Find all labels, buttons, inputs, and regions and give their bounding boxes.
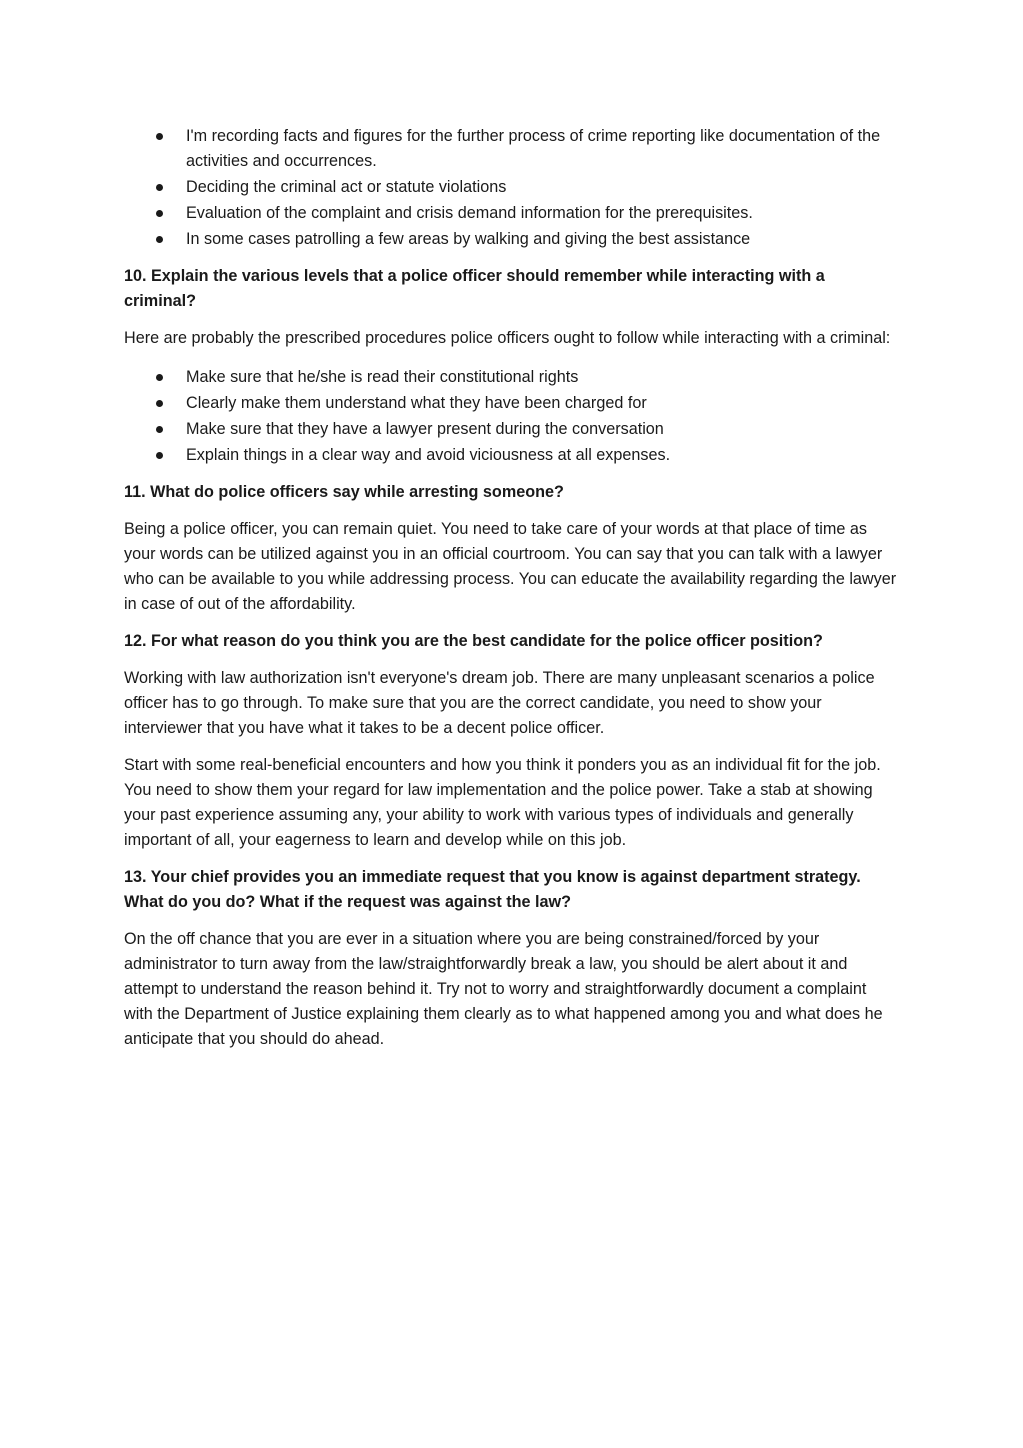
list-item: Make sure that he/she is read their constitutional rights bbox=[124, 365, 899, 390]
q13-paragraph: On the off chance that you are ever in a situation where you are being constrained/forced by your administrator to turn away from the law/straightforwardly break a law, you should be alert about it and attempt to understand the reason behind it. Try not to worry and straightforwardly document a complaint with the Department of Justice explaining them clearly as to what happened among you and what does he anticipate that you should do ahead. bbox=[124, 930, 883, 1048]
q13-heading: 13. Your chief provides you an immediate request that you know is against department strategy. What do you do? What if the request was against the law? bbox=[124, 868, 861, 911]
list-item: I'm recording facts and figures for the further process of crime reporting like documentation of the activities and occurrences. bbox=[124, 124, 899, 174]
bullet-icon bbox=[156, 400, 163, 407]
bullet-icon bbox=[156, 236, 163, 243]
list-item: Explain things in a clear way and avoid viciousness at all expenses. bbox=[124, 443, 899, 468]
q10-intro: Here are probably the prescribed procedures police officers ought to follow while interacting with a criminal: bbox=[124, 329, 891, 347]
q12-paragraph-2: Start with some real-beneficial encounters and how you think it ponders you as an individual fit for the job. You need to show them your regard for law implementation and the police power. Take a stab at showing your past experience assuming any, your ability to work with various types of individuals and generally important of all, your eagerness to learn and develop while on this job. bbox=[124, 756, 881, 849]
list-item: In some cases patrolling a few areas by walking and giving the best assistance bbox=[124, 227, 899, 252]
document-page bbox=[124, 124, 899, 1064]
q10-heading: 10. Explain the various levels that a police officer should remember while interacting with a criminal? bbox=[124, 267, 825, 310]
bullet-icon bbox=[156, 374, 163, 381]
list-item: Make sure that they have a lawyer present during the conversation bbox=[124, 417, 899, 442]
list-item: Evaluation of the complaint and crisis demand information for the prerequisites. bbox=[124, 201, 899, 226]
q10-bullet-list bbox=[124, 365, 899, 468]
q12-paragraph-1: Working with law authorization isn't everyone's dream job. There are many unpleasant scenarios a police officer has to go through. To make sure that you are the correct candidate, you need to show your interviewer that you have what it takes to be a decent police officer. bbox=[124, 669, 875, 737]
list-item: Deciding the criminal act or statute violations bbox=[124, 175, 899, 200]
intro-bullet-list bbox=[124, 124, 899, 252]
bullet-icon bbox=[156, 426, 163, 433]
q12-heading: 12. For what reason do you think you are the best candidate for the police officer position? bbox=[124, 632, 823, 650]
bullet-icon bbox=[156, 452, 163, 459]
q11-paragraph: Being a police officer, you can remain quiet. You need to take care of your words at that place of time as your words can be utilized against you in an official courtroom. You can say that you can talk with a lawyer who can be available to you while addressing process. You can educate the availability regarding the lawyer in case of out of the affordability. bbox=[124, 520, 897, 613]
q11-heading: 11. What do police officers say while arresting someone? bbox=[124, 483, 564, 501]
bullet-icon bbox=[156, 133, 163, 140]
bullet-icon bbox=[156, 184, 163, 191]
bullet-icon bbox=[156, 210, 163, 217]
list-item: Clearly make them understand what they have been charged for bbox=[124, 391, 899, 416]
